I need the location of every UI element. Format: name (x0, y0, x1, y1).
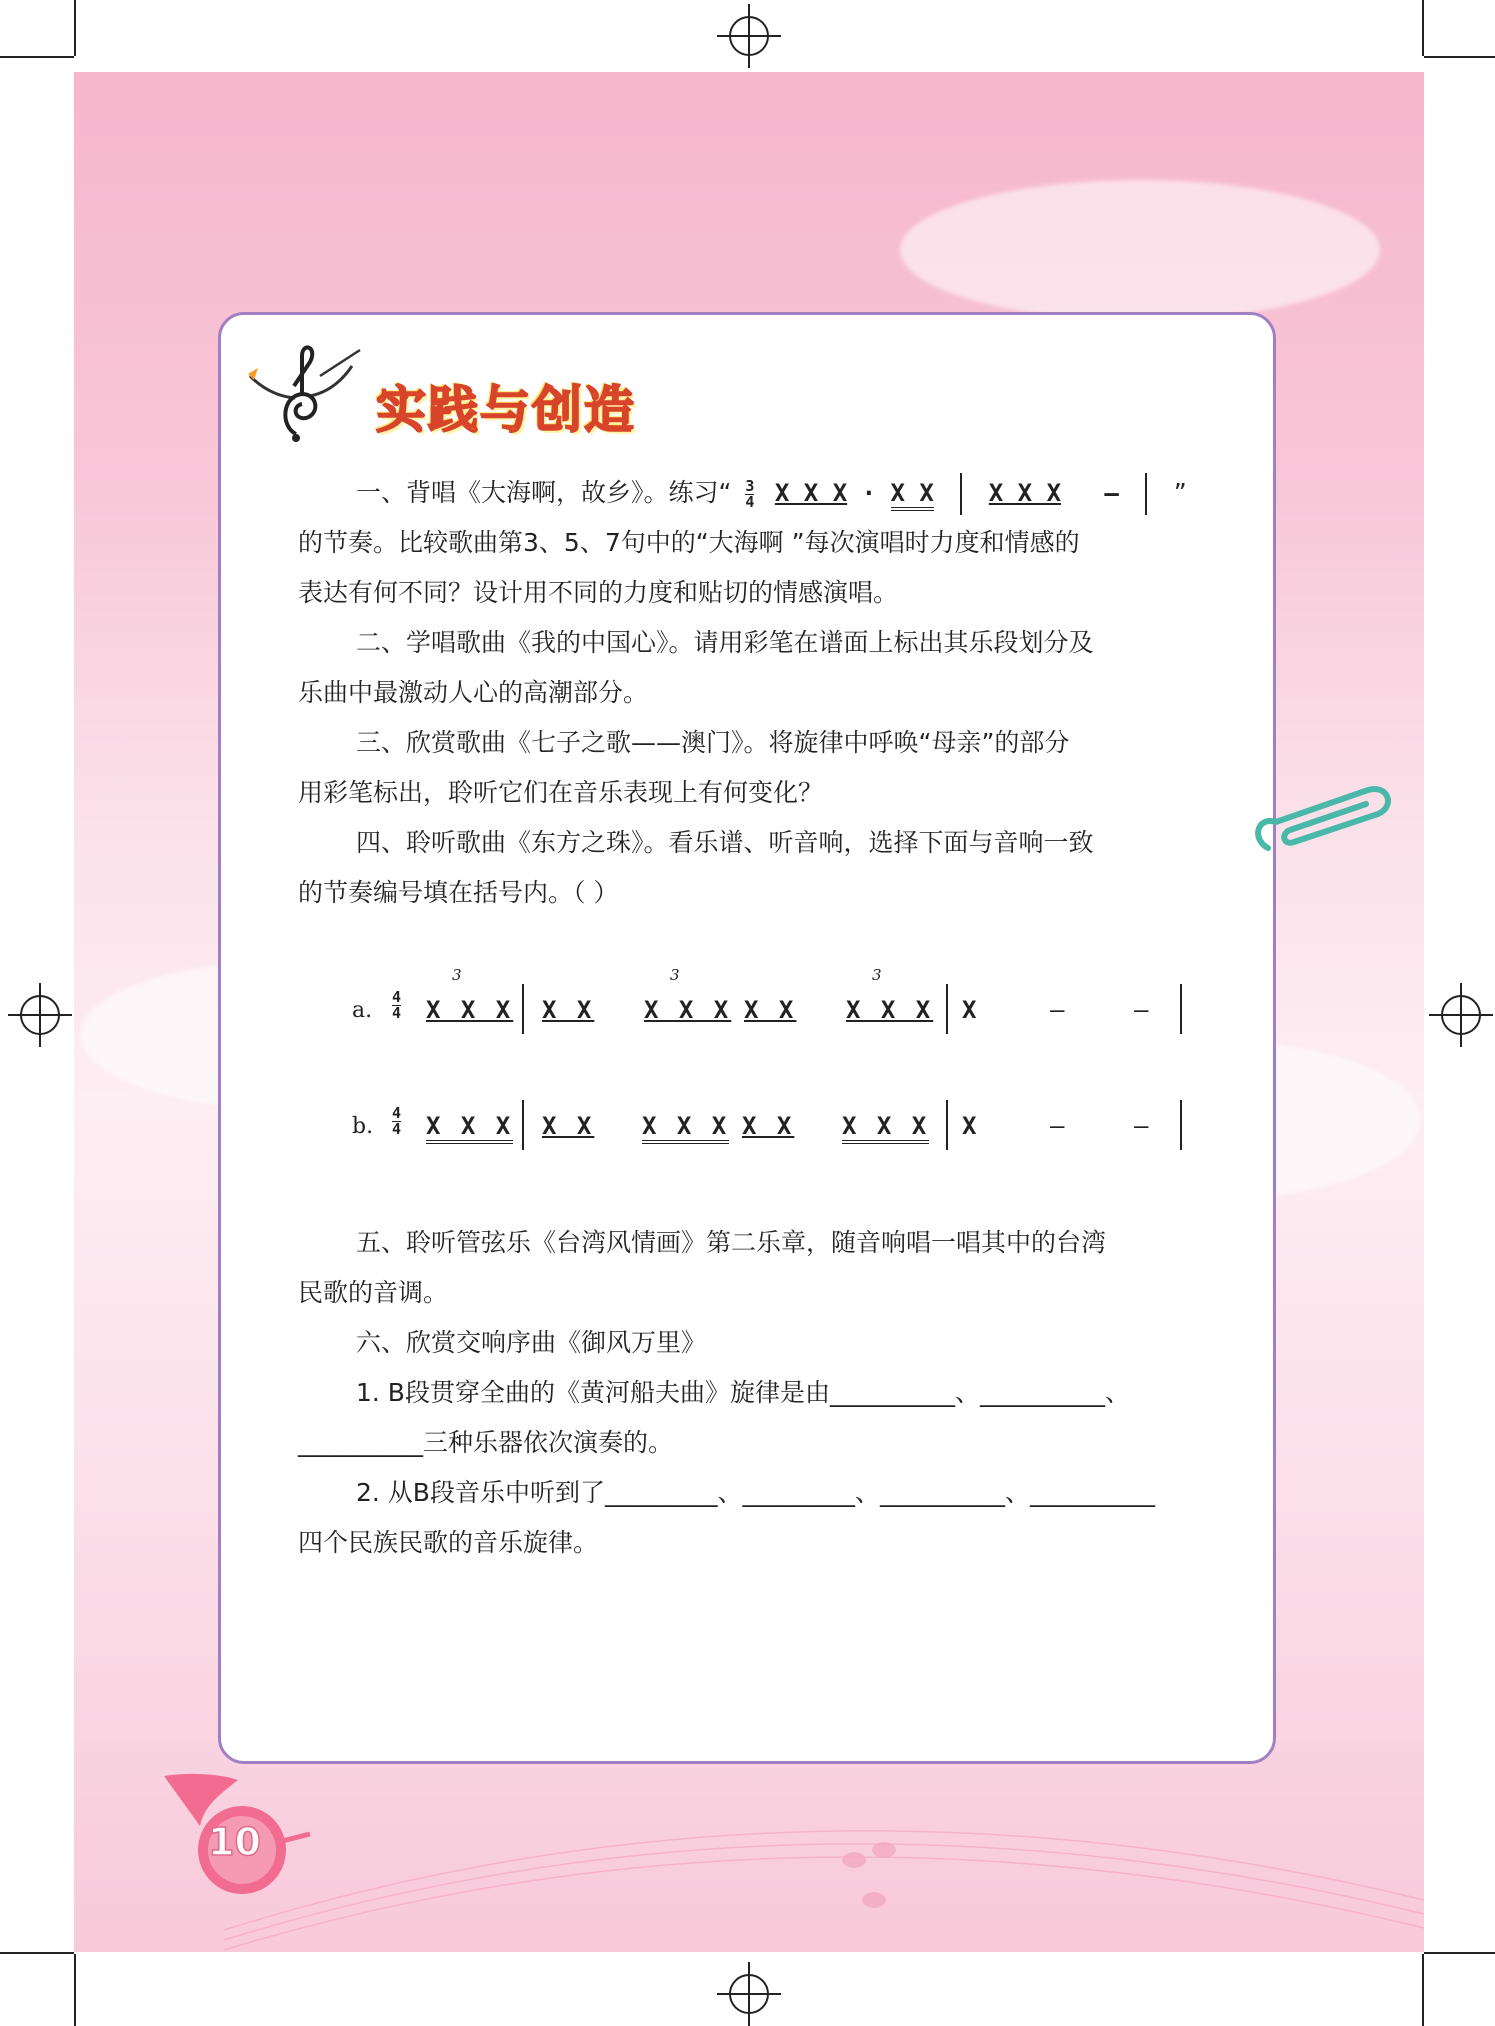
triplet-mark: 3 (452, 966, 462, 984)
rhythm-notes: X X (891, 479, 934, 511)
rhythm-notes: X (962, 996, 980, 1024)
crop-mark (1422, 1954, 1424, 2026)
crop-mark (74, 1954, 76, 2026)
bar-line (960, 473, 962, 515)
bar-line (946, 984, 948, 1034)
q4-line1: 四、聆听歌曲《东方之珠》。看乐谱、听音响，选择下面与音响一致 (356, 828, 1094, 857)
registration-mark (1441, 995, 1481, 1035)
q6-2-line1: 2. 从B段音乐中听到了_________、_________、__________、__________ (356, 1478, 1155, 1507)
q3-line1: 三、欣赏歌曲《七子之歌——澳门》。将旋律中呼唤“母亲”的部分 (356, 728, 1070, 757)
triplet-mark: 3 (670, 966, 680, 984)
rhythm-notes: X X X (774, 479, 848, 507)
rhythm-notes: X X (744, 996, 797, 1024)
time-signature: $\frac{4}{4}$ (392, 1104, 402, 1138)
rhythm-notes: X X (542, 996, 595, 1024)
rhythm-option-a (352, 966, 1252, 1042)
q1-lead: 一、背唱《大海啊，故乡》。练习“ (356, 478, 732, 507)
conductor-clef-icon (240, 336, 370, 446)
rhythm-dash: – (1134, 1112, 1149, 1140)
crop-mark (1424, 56, 1495, 58)
option-label: b. (352, 1114, 374, 1139)
q6-1-line2: __________三种乐器依次演奏的。 (298, 1428, 674, 1457)
rhythm-q1 (739, 476, 1173, 511)
q6-2-line2: 四个民族民歌的音乐旋律。 (298, 1528, 599, 1557)
crop-mark (74, 0, 76, 56)
rhythm-notes: X X X (426, 1112, 513, 1144)
bar-line (1180, 984, 1182, 1034)
registration-mark (20, 995, 60, 1035)
q5-line1: 五、聆听管弦乐《台湾风情画》第二乐章，随音响唱一唱其中的台湾 (356, 1228, 1107, 1257)
rhythm-notes: X (962, 1112, 980, 1140)
rhythm-dash: – (1134, 996, 1149, 1024)
rhythm-option-b (352, 1098, 1252, 1158)
bar-line (522, 1100, 524, 1150)
time-signature: $\frac{4}{4}$ (392, 988, 402, 1022)
q2-line2: 乐曲中最激动人心的高潮部分。 (298, 678, 649, 707)
bar-line (1180, 1100, 1182, 1150)
rhythm-notes: X X X (988, 479, 1062, 507)
crop-mark (0, 56, 74, 58)
bar-line (946, 1100, 948, 1150)
q1-line1 (298, 468, 1256, 518)
q5-line2: 民歌的音调。 (298, 1278, 449, 1307)
bar-line (1145, 473, 1147, 515)
option-label: a. (352, 998, 373, 1023)
registration-mark (729, 16, 769, 56)
paperclip-icon (1248, 770, 1408, 870)
rhythm-dash: – (1050, 1112, 1065, 1140)
section-title: 实践与创造 (376, 381, 636, 439)
q3-line2: 用彩笔标出，聆听它们在音乐表现上有何变化？ (298, 778, 824, 807)
rhythm-dot: · (861, 479, 877, 507)
time-signature: $\frac{3}{4}$ (745, 476, 755, 511)
rhythm-notes: X X X (642, 1112, 729, 1144)
cloud-decoration (900, 180, 1380, 320)
q2-line1: 二、学唱歌曲《我的中国心》。请用彩笔在谱面上标出其乐段划分及 (356, 628, 1094, 657)
q1-tail: ” (1173, 478, 1187, 507)
q4-line2: 的节奏编号填在括号内。（ ） (298, 878, 619, 907)
rhythm-notes: X X X (842, 1112, 929, 1144)
triplet-mark: 3 (872, 966, 882, 984)
rhythm-dash: – (1104, 479, 1119, 507)
q1-line2: 的节奏。比较歌曲第3、5、7句中的“大海啊 ”每次演唱时力度和情感的 (298, 528, 1080, 557)
q6-title: 六、欣赏交响序曲《御风万里》 (356, 1328, 707, 1357)
rhythm-notes: X X X (426, 996, 514, 1024)
crop-mark (1424, 1952, 1495, 1954)
q6-1-line1: 1. B段贯穿全曲的《黄河船夫曲》旋律是由__________、__________、 (356, 1378, 1130, 1407)
crop-mark (0, 1952, 74, 1954)
crop-mark (1422, 0, 1424, 56)
page-number: 10 (208, 1820, 261, 1864)
q1-line3: 表达有何不同？设计用不同的力度和贴切的情感演唱。 (298, 578, 899, 607)
rhythm-dash: – (1050, 996, 1065, 1024)
registration-mark (729, 1974, 769, 2014)
rhythm-notes: X X (542, 1112, 595, 1140)
rhythm-notes: X X X (644, 996, 732, 1024)
rhythm-notes: X X (742, 1112, 795, 1140)
bar-line (522, 984, 524, 1034)
rhythm-notes: X X X (846, 996, 934, 1024)
